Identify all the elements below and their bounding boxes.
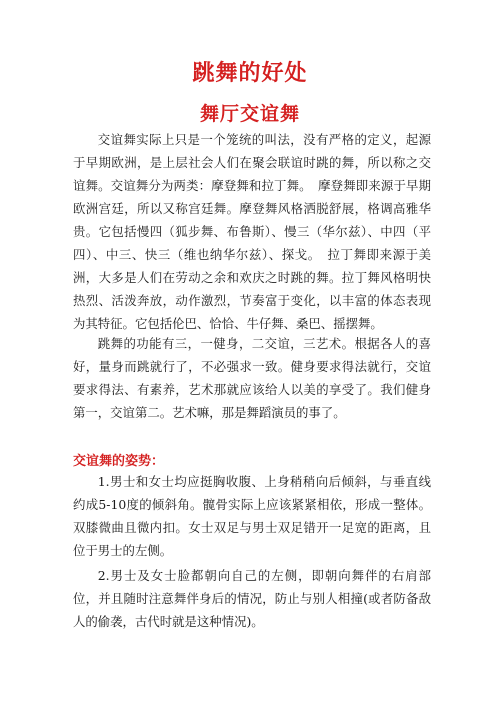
paragraph-posture-1: 1.男士和女士均应挺胸收腹、上身稍稍向后倾斜，与垂直线约成5-10度的倾斜角。髋骨实际上应该紧紧相依，形成一整体。双膝微曲且微内扣。女士双足与男士双足错开一足宽的距离，且位于男士的左侧。 <box>73 474 431 558</box>
section-subtitle: 舞厅交谊舞 <box>199 103 300 125</box>
paragraph-posture-2: 2.男士及女士脸都朝向自己的左侧，即朝向舞伴的右肩部位，并且随时注意舞伴身后的情况，防止与别人相撞(或者防备敌人的偷袭，古代时就是这种情况)。 <box>73 568 431 629</box>
paragraph-functions: 跳舞的功能有三，一健身，二交谊，三艺术。根据各人的喜好，量身而跳就行了，不必强求一致。健身要求得法就行，交谊要求得法、有素养，艺术那就应该给人以美的享受了。我们健身第一，交谊第二。艺术嘛，那是舞蹈演员的事了。 <box>73 336 431 420</box>
paragraph-intro: 交谊舞实际上只是一个笼统的叫法，没有严格的定义，起源于早期欧洲，是上层社会人们在聚会联谊时跳的舞，所以称之交谊舞。交谊舞分为两类：摩登舞和拉丁舞。 摩登舞即来源于早期欧洲宫廷，所以又称宫廷舞。摩登舞风格洒脱舒展，格调高雅华贵。它包括慢四（狐步舞、布鲁斯）、慢三（华尔兹）、中四（平四）、中三、快三（维也纳华尔兹）、探戈。 拉丁舞即来源于美洲，大多是人们在劳动之余和欢庆之时跳的舞。拉丁舞风格明快热烈、活泼奔放，动作激烈，节奏富于变化，以丰富的体态表现为其特征。它包括伦巴、恰恰、牛仔舞、桑巴、摇摆舞。 <box>73 132 431 331</box>
document-title: 跳舞的好处 <box>192 60 308 86</box>
posture-heading: 交谊舞的姿势： <box>73 454 165 469</box>
